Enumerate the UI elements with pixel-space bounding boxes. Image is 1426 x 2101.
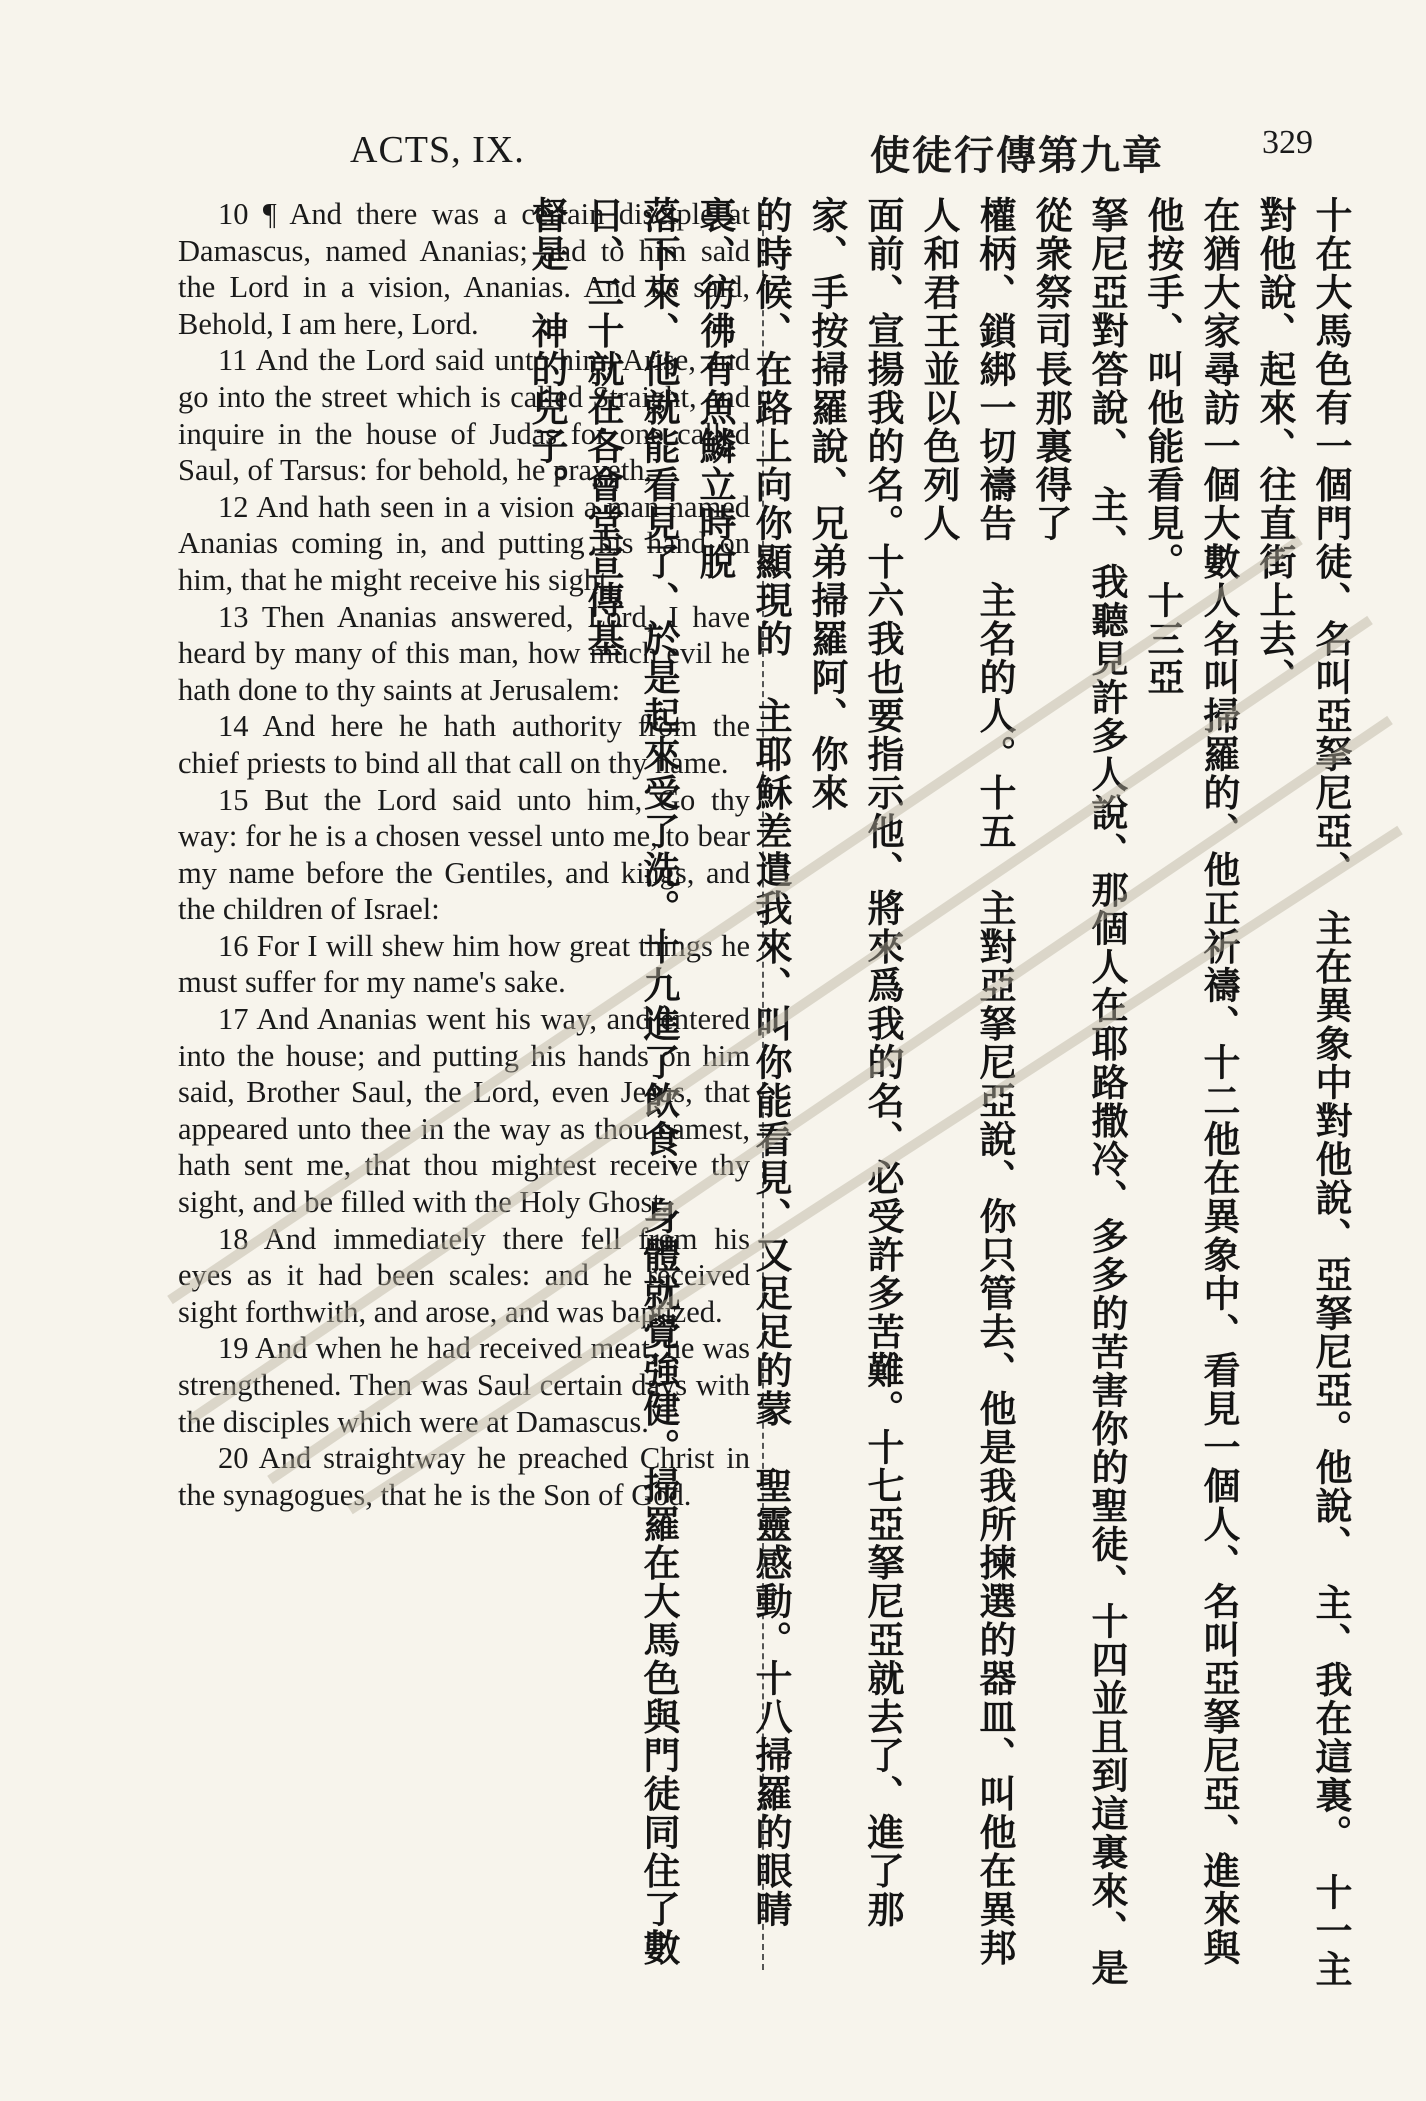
chinese-line: 落下來、他就能看見了、於是起來受了洗。十九進了飲食、身體就覺強健。掃羅在大馬色與門徒同住了數日、二十就在各會堂宣傳基 (581, 196, 680, 1967)
chinese-line: 在猶大家尋訪一個大數人名叫掃羅的、他正祈禱、十二他在異象中、看見一個人、名叫亞拏尼亞、進來與他按手、叫他能看見。十三亞 (1141, 196, 1240, 1967)
verse-text: 17 And Ananias went his way, and entered into the house; and putting his hands on him said, Brother Saul, the Lord, even Jesus, that appeared unto thee in the way as thou camest, hath sent me, that thou mightest receive thy sight, and be filled with the Holy Ghost. (178, 1002, 750, 1220)
english-running-title: ACTS, IX. (350, 129, 525, 171)
verse-text: 13 Then Ananias answered, Lord, I have heard by many of this man, how much evil he hath done to thy saints at Jerusalem: (178, 599, 750, 707)
chinese-running-title: 使徒行傳第九章 (870, 133, 1164, 179)
page-number: 329 (1262, 124, 1313, 161)
verse-text: 16 For I will shew him how great things he must suffer for my name's sake. (178, 928, 750, 1000)
chinese-line: 權柄、鎖綁一切禱告 主名的人。十五 主對亞拏尼亞說、你只管去、他是我所揀選的器皿、叫他在異邦人和君王並以色列人 (917, 196, 1016, 1967)
chinese-text-column (518, 196, 1358, 1996)
verse-text: 11 And the Lord said unto him, Arise, and go into the street which is called Straight, and inquire in the house of Judas for one called Saul, of Tarsus: for behold, he prayeth, (178, 343, 750, 488)
chinese-line: 的時候、在路上向你顯現的 主耶穌差遣我來、叫你能看見、又足足的蒙 聖靈感動。十八掃羅的眼睛裏、彷彿有魚鱗立時脫 (693, 196, 792, 1929)
verse-text: 14 And here he hath authority from the chief priests to bind all that call on thy name. (178, 709, 750, 780)
chinese-line: 督是 神的兒子。 (525, 196, 568, 504)
verse-text: 15 But the Lord said unto him, Go thy way: for he is a chosen vessel unto me, to bear my name before the Gentiles, and kings, and the children of Israel: (178, 782, 750, 927)
verse-text: 18 And immediately there fell from his eyes as it had been scales: and he received sight forthwith, and arose, and was baptized. (178, 1221, 750, 1329)
verse-text: 12 And hath seen in a vision a man named Ananias coming in, and putting his hand on him, that he might receive his sight. (178, 489, 750, 597)
verse-text: 20 And straightway he preached Christ in the synagogues, that he is the Son of God. (178, 1441, 750, 1512)
verse-text: 19 And when he had received meat, he was strengthened. Then was Saul certain days with the disciples which were at Damascus. (178, 1331, 750, 1439)
chinese-line: 面前、宣揚我的名。十六我也要指示他、將來爲我的名、必受許多苦難。十七亞拏尼亞就去了、進了那家、手按掃羅說、兄弟掃羅阿、你來 (805, 196, 904, 1929)
chinese-line: 拏尼亞對答說、 主、我聽見許多人說、那個人在耶路撒冷、多多的苦害你的聖徒、十四並且到這裏來、是從衆祭司長那裏得了 (1029, 196, 1128, 1987)
chinese-line: 十在大馬色有一個門徒、名叫亞拏尼亞、 主在異象中對他說、亞拏尼亞。他說、 主、我在這裏。 十一主對他說、起來、往直街上去、 (1253, 196, 1352, 1989)
verse-text: 10 ¶ And there was a certain disciple at Damascus, named Ananias; and to him said the Lord in a vision, Ananias. And he said, Behold, I am here, Lord. (178, 197, 750, 341)
